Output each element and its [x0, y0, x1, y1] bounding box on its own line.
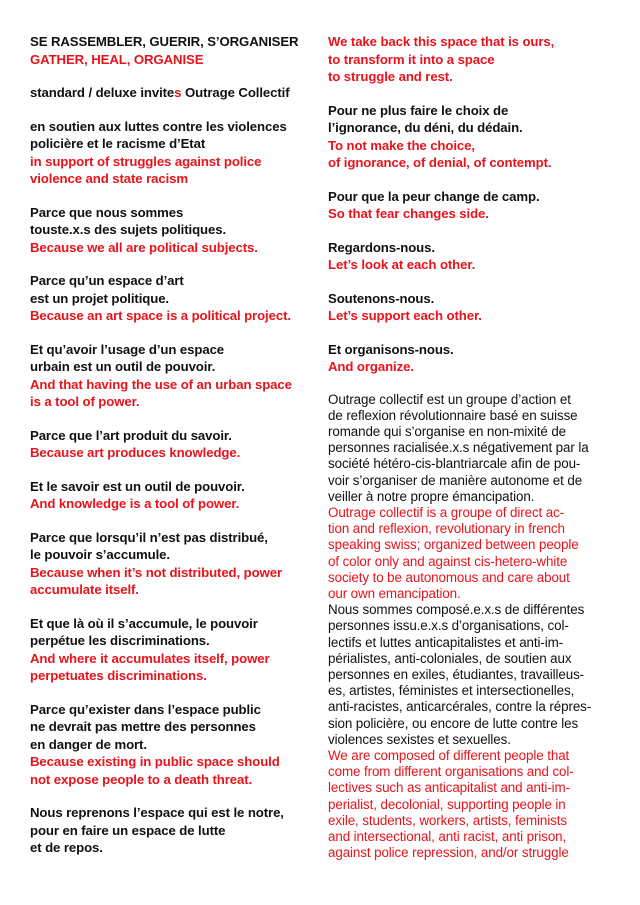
- title-french: SE RASSEMBLER, GUERIR, S’ORGANISER: [30, 34, 299, 49]
- statement-block: [30, 427, 325, 462]
- statement-english-line: Because art produces knowledge.: [30, 445, 241, 460]
- statement-french-line: pour en faire un espace de lutte: [30, 822, 226, 838]
- statement-french-line: Parce qu’un espace d’art: [30, 273, 184, 288]
- statement-block: [30, 478, 325, 513]
- statement-english-line: Because existing in public space should: [30, 754, 280, 769]
- description-line: veiller à notre propre émancipation.: [328, 488, 535, 504]
- left-column: [30, 33, 325, 873]
- statement-french-line: policière et le racisme d’Etat: [30, 136, 206, 151]
- statement-french-line: Parce que nous sommes: [30, 204, 184, 220]
- statement-english-line: to transform it into a space: [328, 51, 495, 67]
- collective-description: [328, 392, 628, 862]
- description-paragraph-english: [328, 748, 628, 861]
- invite-accent-letter: s: [174, 85, 182, 100]
- description-line: come from different organisations and col-: [328, 764, 574, 780]
- description-line: perialist, decolonial, supporting people in: [328, 796, 566, 812]
- description-line: We are composed of different people that: [328, 747, 570, 763]
- statement-block: [328, 33, 628, 86]
- statement-english-line: We take back this space that is ours,: [328, 34, 555, 49]
- statement-english-line: So that fear changes side.: [328, 206, 489, 221]
- right-statement-list: [328, 33, 628, 376]
- description-line: speaking swiss; organized between people: [328, 537, 579, 553]
- statement-english-line: perpetuates discriminations.: [30, 668, 207, 683]
- description-line: violences sexistes et sexuelles.: [328, 731, 511, 747]
- description-line: lectifs et luttes anticapitalistes et anti-im-: [328, 634, 564, 650]
- description-line: of color only and against cis-hetero-white: [328, 553, 568, 569]
- description-line: Nous sommes composé.e.x.s de différentes: [328, 602, 585, 618]
- statement-english-line: Because an art space is a political project.: [30, 308, 291, 323]
- statement-french-line: Et qu’avoir l’usage d’un espace: [30, 341, 225, 357]
- statement-english-line: To not make the choice,: [328, 137, 475, 153]
- statement-block: [30, 118, 325, 188]
- description-paragraph-french: [328, 602, 628, 748]
- statement-french-line: et de repos.: [30, 840, 103, 855]
- description-line: es, artistes, féministes et intersectionelles,: [328, 683, 575, 699]
- statement-english-line: to struggle and rest.: [328, 69, 453, 84]
- right-column: [328, 33, 628, 861]
- description-line: sion policière, ou encore de lutte contre les: [328, 715, 579, 731]
- statement-french-line: est un projet politique.: [30, 290, 169, 306]
- statement-english-line: Because when it’s not distributed, power: [30, 564, 282, 580]
- invite-pre: standard / deluxe invite: [30, 85, 175, 100]
- description-line: société hétéro-cis-blantriarcale afin de pou-: [328, 456, 581, 472]
- description-line: society to be autonomous and care about: [328, 569, 570, 585]
- description-line: personnes issu.e.x.s d’organisations, col-: [328, 618, 569, 634]
- statement-block: [30, 204, 325, 257]
- statement-block: [30, 701, 325, 789]
- statement-french-line: Parce qu’exister dans l’espace public: [30, 701, 261, 717]
- title-english: GATHER, HEAL, ORGANISE: [30, 51, 204, 67]
- statement-block: [30, 529, 325, 599]
- statement-english-line: And where it accumulates itself, power: [30, 650, 270, 666]
- statement-french-line: Parce que lorsqu’il n’est pas distribué,: [30, 529, 268, 545]
- statement-english-line: violence and state racism: [30, 171, 189, 186]
- title-block: [30, 33, 325, 68]
- statement-french-line: touste.x.s des sujets politiques.: [30, 222, 227, 237]
- statement-block: [328, 341, 628, 376]
- statement-french-line: ne devrait pas mettre des personnes: [30, 719, 256, 734]
- statement-english-line: in support of struggles against police: [30, 153, 262, 169]
- statement-block: [328, 239, 628, 274]
- statement-french-line: Parce que l’art produit du savoir.: [30, 427, 232, 443]
- statement-block: [30, 804, 325, 857]
- statement-french-line: Pour que la peur change de camp.: [328, 188, 540, 204]
- description-line: de reflexion révolutionnaire basé en suisse: [328, 407, 578, 423]
- invite-post: Outrage Collectif: [181, 85, 290, 100]
- statement-french-line: urbain est un outil de pouvoir.: [30, 359, 216, 374]
- description-line: our own emancipation.: [328, 585, 461, 601]
- statement-block: [30, 615, 325, 685]
- description-line: romande qui s’organise en non-mixité de: [328, 423, 567, 439]
- description-line: against police repression, and/or struggle: [328, 845, 569, 861]
- statement-french-line: l’ignorance, du déni, du dédain.: [328, 120, 523, 135]
- description-line: Outrage collectif est un groupe d’action et: [328, 391, 571, 407]
- description-paragraph-french: [328, 392, 628, 505]
- description-line: personnes racialisée.x.s négativement par la: [328, 440, 589, 456]
- description-line: lectives such as anticapitalist and anti-im-: [328, 780, 570, 796]
- statement-english-line: Let’s support each other.: [328, 308, 482, 323]
- invite-line: [30, 84, 325, 102]
- statement-english-line: Because we all are political subjects.: [30, 239, 258, 255]
- statement-french-line: en danger de mort.: [30, 736, 147, 752]
- description-line: and intersectional, anti racist, anti prison,: [328, 828, 567, 844]
- statement-french-line: en soutien aux luttes contre les violences: [30, 118, 287, 134]
- statement-block: [328, 290, 628, 325]
- description-line: anti-racistes, anticarcérales, contre la répres-: [328, 699, 592, 715]
- description-line: périalistes, anti-coloniales, de soutien aux: [328, 650, 572, 666]
- statement-french-line: le pouvoir s’accumule.: [30, 547, 170, 562]
- statement-english-line: And that having the use of an urban space: [30, 376, 292, 392]
- description-line: Outrage collectif is a groupe of direct ac-: [328, 504, 565, 520]
- statement-french-line: Regardons-nous.: [328, 239, 435, 255]
- statement-english-line: of ignorance, of denial, of contempt.: [328, 155, 552, 170]
- statement-english-line: And knowledge is a tool of power.: [30, 496, 240, 511]
- left-statement-list: [30, 118, 325, 857]
- statement-block: [30, 341, 325, 411]
- statement-french-line: Et organisons-nous.: [328, 341, 454, 357]
- description-paragraph-english: [328, 505, 628, 602]
- statement-french-line: Et que là où il s’accumule, le pouvoir: [30, 615, 258, 631]
- statement-french-line: Pour ne plus faire le choix de: [328, 102, 509, 118]
- statement-french-line: Soutenons-nous.: [328, 290, 435, 306]
- statement-english-line: not expose people to a death threat.: [30, 771, 253, 787]
- statement-english-line: is a tool of power.: [30, 394, 140, 409]
- statement-block: [30, 272, 325, 325]
- statement-french-line: perpétue les discriminations.: [30, 633, 210, 648]
- statement-block: [328, 188, 628, 223]
- description-line: personnes en exiles, étudiantes, travailleus-: [328, 666, 585, 682]
- statement-english-line: And organize.: [328, 359, 414, 374]
- description-line: voir s’organiser de manière autonome et de: [328, 472, 583, 488]
- statement-english-line: Let’s look at each other.: [328, 257, 476, 272]
- statement-french-line: Et le savoir est un outil de pouvoir.: [30, 478, 245, 494]
- description-line: exile, students, workers, artists, feminists: [328, 812, 567, 828]
- statement-french-line: Nous reprenons l’espace qui est le notre,: [30, 805, 284, 820]
- description-line: tion and reflexion, revolutionary in french: [328, 521, 565, 537]
- statement-block: [328, 102, 628, 172]
- statement-english-line: accumulate itself.: [30, 582, 139, 597]
